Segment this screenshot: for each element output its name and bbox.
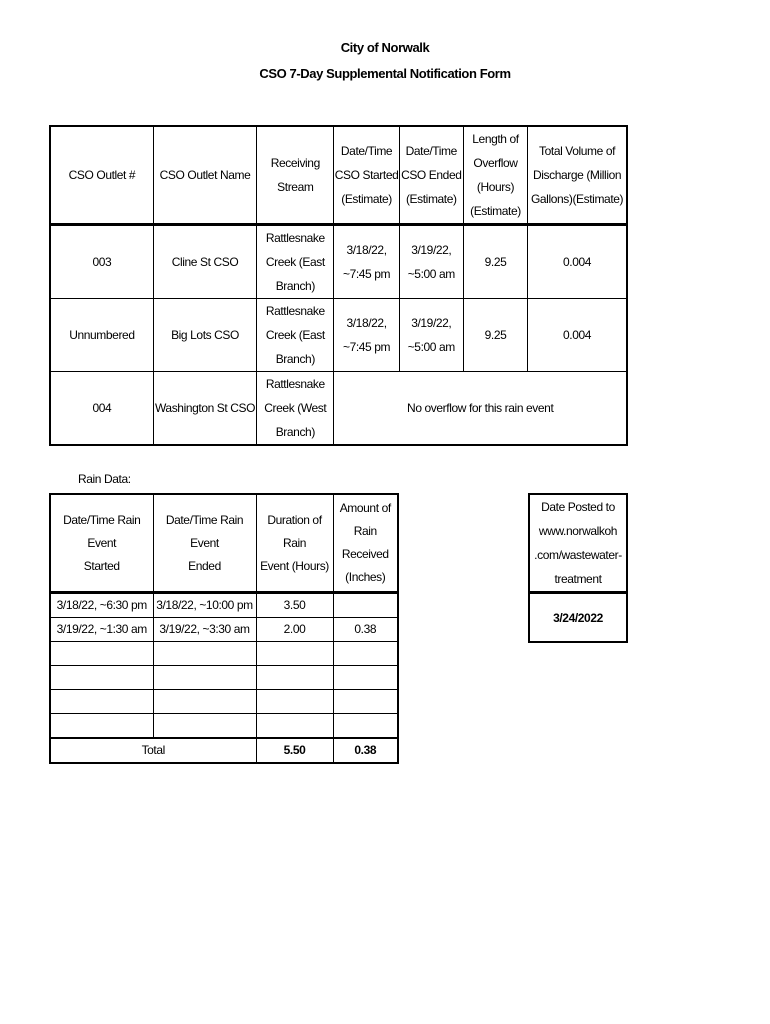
cso-receiving-stream: Rattlesnake Creek (West Branch) [257, 372, 334, 446]
cso-header-overflow-length: Length of Overflow (Hours) (Estimate) [463, 126, 527, 225]
rain-amount [333, 642, 398, 666]
rain-total-row [50, 738, 398, 763]
table-row [50, 666, 398, 690]
rain-total-label: Total [50, 738, 256, 763]
rain-duration [256, 714, 333, 739]
cso-header-started: Date/Time CSO Started (Estimate) [334, 126, 399, 225]
table-row [50, 299, 627, 372]
rain-header-ended: Date/Time Rain Event Ended [153, 494, 256, 593]
rain-ended: 3/18/22, ~10:00 pm [153, 593, 256, 618]
cso-header-outlet-name: CSO Outlet Name [153, 126, 256, 225]
rain-started [50, 642, 153, 666]
cso-outlet-name: Cline St CSO [153, 225, 256, 299]
rain-amount [333, 666, 398, 690]
rain-amount [333, 714, 398, 739]
rain-data-label: Rain Data: [78, 472, 131, 486]
cso-header-outlet-number: CSO Outlet # [50, 126, 153, 225]
rain-header-duration: Duration of Rain Event (Hours) [256, 494, 333, 593]
rain-started [50, 714, 153, 739]
rain-ended [153, 642, 256, 666]
rain-ended [153, 690, 256, 714]
rain-ended: 3/19/22, ~3:30 am [153, 618, 256, 642]
rain-started: 3/19/22, ~1:30 am [50, 618, 153, 642]
cso-outlet-number: Unnumbered [50, 299, 153, 372]
rain-amount [333, 593, 398, 618]
table-row [50, 225, 627, 299]
rain-header-amount: Amount of Rain Received (Inches) [333, 494, 398, 593]
cso-started: 3/18/22, ~7:45 pm [334, 299, 399, 372]
rain-started [50, 690, 153, 714]
cso-overflow-length: 9.25 [463, 299, 527, 372]
rain-amount [333, 690, 398, 714]
rain-header-started: Date/Time Rain Event Started [50, 494, 153, 593]
cso-header-total-volume: Total Volume of Discharge (Million Gallons)(Estimate) [528, 126, 627, 225]
rain-amount: 0.38 [333, 618, 398, 642]
rain-ended [153, 714, 256, 739]
table-row [50, 642, 398, 666]
cso-outlet-name: Washington St CSO [153, 372, 256, 446]
rain-duration: 2.00 [256, 618, 333, 642]
date-posted-value: 3/24/2022 [529, 593, 627, 643]
rain-table [49, 493, 399, 764]
cso-ended: 3/19/22, ~5:00 am [399, 299, 463, 372]
rain-duration [256, 642, 333, 666]
table-row [50, 690, 398, 714]
rain-started: 3/18/22, ~6:30 pm [50, 593, 153, 618]
table-row [50, 714, 398, 739]
form-org-title: City of Norwalk [340, 40, 430, 55]
cso-total-volume: 0.004 [528, 225, 627, 299]
cso-outlet-number: 004 [50, 372, 153, 446]
cso-header-row [50, 126, 627, 225]
cso-header-ended: Date/Time CSO Ended (Estimate) [399, 126, 463, 225]
table-row [50, 618, 398, 642]
rain-duration [256, 666, 333, 690]
rain-duration [256, 690, 333, 714]
cso-overflow-length: 9.25 [463, 225, 527, 299]
no-overflow-note: No overflow for this rain event [334, 372, 627, 446]
cso-header-receiving-stream: Receiving Stream [257, 126, 334, 225]
rain-total-duration: 5.50 [256, 738, 333, 763]
cso-started: 3/18/22, ~7:45 pm [334, 225, 399, 299]
cso-receiving-stream: Rattlesnake Creek (East Branch) [257, 225, 334, 299]
rain-ended [153, 666, 256, 690]
form-title: CSO 7-Day Supplemental Notification Form [259, 66, 511, 81]
table-row [50, 372, 627, 446]
cso-total-volume: 0.004 [528, 299, 627, 372]
rain-started [50, 666, 153, 690]
cso-outlet-number: 003 [50, 225, 153, 299]
rain-total-amount: 0.38 [333, 738, 398, 763]
date-posted-label: Date Posted to www.norwalkoh .com/wastewater- treatment [529, 494, 627, 593]
cso-outlet-name: Big Lots CSO [153, 299, 256, 372]
cso-receiving-stream: Rattlesnake Creek (East Branch) [257, 299, 334, 372]
rain-duration: 3.50 [256, 593, 333, 618]
cso-table [49, 125, 628, 446]
table-row [50, 593, 398, 618]
rain-header-row [50, 494, 398, 593]
cso-ended: 3/19/22, ~5:00 am [399, 225, 463, 299]
date-posted-box [528, 493, 628, 643]
